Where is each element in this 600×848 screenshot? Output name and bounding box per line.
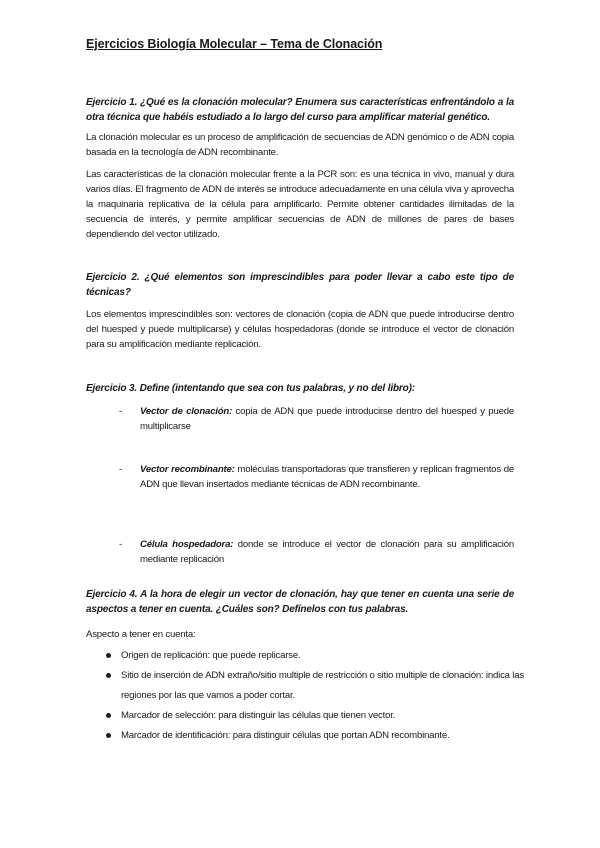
- definition-term: Célula hospedadora:: [140, 539, 234, 550]
- definition-text: [140, 404, 514, 434]
- list-item: [106, 726, 526, 746]
- list-item: [106, 666, 526, 706]
- exercise-2-answer: Los elementos imprescindibles son: vectores de clonación (copia de ADN que puede introducirse dentro del huesped y puede multiplicarse) y células hospedadoras (donde se introduce el vector de clonación para su amplificación mediante replicación.: [86, 309, 514, 350]
- list-item-text: Marcador de identificación: para distinguir células que portan ADN recombinante.: [121, 730, 450, 741]
- definition-item: [119, 537, 515, 567]
- bullet-icon: [106, 673, 111, 678]
- exercise-1-question: Ejercicio 1. ¿Qué es la clonación molecular? Enumera sus características enfrentándolo a la otra técnica que habéis estudiado a lo largo del curso para amplificar material genético.: [86, 97, 514, 123]
- definition-body: copia de ADN que puede introducirse dentro del huesped y puede multiplicarse: [140, 406, 514, 432]
- list-item-text: Sitio de inserción de ADN extraño/sitio multiple de restricción o sitio multiple de clonación: indica las regiones por las que vamos a poder cortar.: [121, 670, 524, 701]
- exercise-3-question: Ejercicio 3. Define (intentando que sea con tus palabras, y no del libro):: [86, 383, 415, 394]
- exercise-4-question: Ejercicio 4. A la hora de elegir un vector de clonación, hay que tener en cuenta una serie de aspectos a tener en cuenta. ¿Cuáles son? Defínelos con tus palabras.: [86, 589, 514, 615]
- definition-term: Vector recombinante:: [140, 464, 235, 475]
- exercise-2-question: Ejercicio 2. ¿Qué elementos son imprescindibles para poder llevar a cabo este tipo de técnicas?: [86, 272, 514, 298]
- list-item-text: Origen de replicación: que puede replicarse.: [121, 650, 301, 661]
- list-item-text: Marcador de selección: para distinguir las células que tienen vector.: [121, 710, 396, 721]
- dash-marker: -: [119, 406, 123, 417]
- bullet-icon: [106, 713, 111, 718]
- dash-marker: -: [119, 464, 123, 475]
- bullet-icon: [106, 653, 111, 658]
- definition-body: moléculas transportadoras que transfieren y replican fragmentos de ADN que llevan insertados mediante técnicas de ADN recombinante.: [140, 464, 514, 490]
- definition-body: donde se introduce el vector de clonación para su amplificación mediante replicación: [140, 539, 515, 565]
- document-title: Ejercicios Biología Molecular – Tema de Clonación: [86, 37, 383, 51]
- definition-item: [119, 462, 514, 492]
- aspects-list: [106, 646, 526, 746]
- list-item: [106, 646, 526, 666]
- definition-term: Vector de clonación:: [140, 406, 233, 417]
- dash-marker: -: [119, 539, 123, 550]
- definition-text: [140, 537, 514, 567]
- exercise-4-intro: Aspecto a tener en cuenta:: [86, 629, 196, 640]
- bullet-icon: [106, 733, 111, 738]
- definition-item: [119, 404, 514, 434]
- list-item: [106, 706, 526, 726]
- definition-text: [140, 462, 514, 492]
- exercise-1-answer-paragraph-1: La clonación molecular es un proceso de amplificación de secuencias de ADN genómico o de ADN copia basada en la tecnología de ADN recombinante.: [86, 132, 514, 158]
- exercise-1-answer-paragraph-2: Las características de la clonación molecular frente a la PCR son: es una técnica in vivo, manual y dura varios días. El fragmento de ADN de interés se introduce adecuadamente en una célula viva y aprovecha la maquinaria replicativa de la célula para amplificarlo. Permite obtener cantidades ilimitadas de la secuencia de interés, y permite amplificar secuencias de ADN de millones de pares de bases dependiendo del vector utilizado.: [86, 169, 514, 240]
